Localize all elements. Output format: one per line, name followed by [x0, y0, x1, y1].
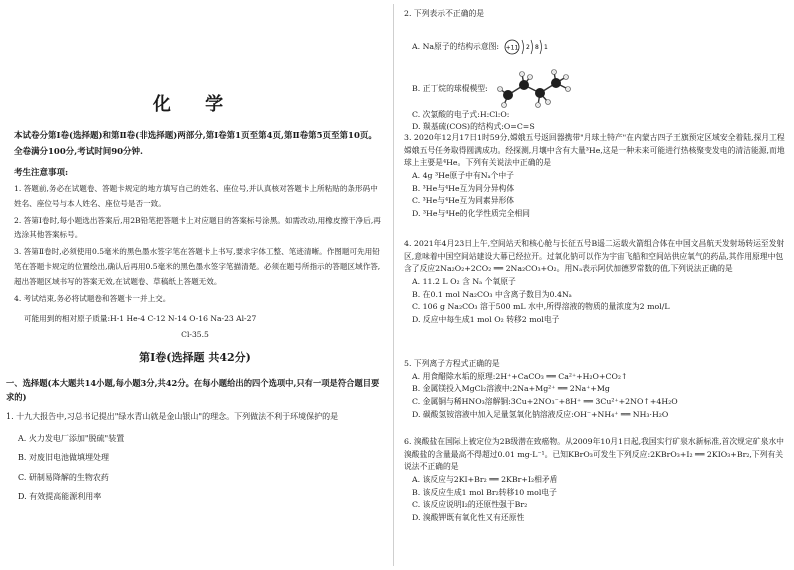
option-a: A. 11.2 L O₂ 含 Nₐ 个氧原子 [412, 276, 516, 286]
question-stem: 1. 十九大报告中,习总书记提出"绿水青山就是金山银山"的理念。下列做法不利于环境保护的是 [6, 412, 339, 421]
notice-item: 4. 考试结束,务必将试题卷和答题卡一并上交。 [14, 293, 171, 303]
shell-2: 8 [534, 43, 539, 51]
question-2 [404, 8, 786, 134]
question-stem: 6. 溴酸盐在国际上被定位为2B级潜在致癌物。从2009年10月1日起,我国实行矿泉水新标准,首次规定矿泉水中溴酸盐的含量最高不得超过0.01 mg·L⁻¹。已知KBrO₃可发生下列反应:2KBrO₃+I₂ ══ 2KIO₃+Br₂,下列有关说法不正确的是 [404, 437, 784, 472]
question-6 [404, 436, 786, 524]
shell-1: 2 [525, 43, 530, 51]
notice-item: 2. 答第Ⅰ卷时,每小题选出答案后,用2B铅笔把答题卡上对应题目的答案标号涂黑。如需改动,用橡皮擦干净后,再选涂其他答案标号。 [14, 215, 381, 240]
column-divider [393, 4, 394, 566]
option-a: A. 该反应与2KI+Br₂ ══ 2KBr+I₂相矛盾 [412, 474, 558, 484]
option-a [412, 37, 786, 57]
option-a-text: A. Na原子的结构示意图: [412, 41, 500, 51]
option-b: B. ³He与⁴He互为同分异构体 [412, 183, 515, 193]
right-page [396, 0, 794, 570]
notice-list [14, 182, 382, 308]
atomic-masses-cont: Cl-35.5 [181, 330, 209, 339]
option-c: C. 该反应说明I₂的还原性强于Br₂ [412, 500, 528, 510]
notice-item: 3. 答第Ⅱ卷时,必须使用0.5毫米的黑色墨水签字笔在答题卡上书写,要求字体工整、笔迹清晰。作图题可先用铅笔在答题卡规定的位置绘出,确认后再用0.5毫米的黑色墨水签字笔描清楚。必须在题号所指示的答题区域作答,超出答题区域书写的答案无效,在试题卷、草稿纸上答题无效。 [14, 247, 381, 286]
section-instruction: 一、选择题(本大题共14小题,每小题3分,共42分。在每小题给出的四个选项中,只有一项是符合题目要求的) [6, 378, 380, 403]
question-3 [404, 132, 786, 220]
option-c: C. 研制易降解的生物农药 [18, 472, 109, 482]
option-b: B. 对废旧电池做填埋处理 [18, 453, 109, 463]
butane-ball-stick-model-icon [494, 69, 574, 109]
shell-3: 1 [543, 43, 548, 51]
option-d: D. 碳酸氢铵溶液中加入足量氢氧化钠溶液反应:OH⁻+NH₄⁺ ══ NH₃·H₂O [412, 409, 669, 419]
notice-item: 1. 答题前,务必在试题卷、答题卡规定的地方填写自己的姓名、座位号,并认真核对答题卡上所粘贴的条形码中姓名、座位号与本人姓名、座位号是否一致。 [14, 184, 378, 208]
option-b: B. 该反应生成1 mol Br₂转移10 mol电子 [412, 487, 557, 497]
option-d: D. 羰基硫(COS)的结构式:O=C=S [412, 122, 535, 132]
option-a: A. 4g ³He原子中有Nₐ个中子 [412, 170, 514, 180]
option-d: D. 有效提高能源利用率 [18, 492, 102, 502]
question-4 [404, 238, 786, 326]
option-d: D. 溴酸钾既有氧化性又有还原性 [412, 512, 525, 522]
notice-title: 考生注意事项: [14, 168, 69, 178]
nucleus-label: +11 [505, 44, 518, 52]
question-1 [6, 410, 384, 510]
option-b-text: B. 正丁烷的球棍模型: [412, 83, 488, 93]
option-c: C. 金属铜与稀HNO₃溶解铜:3Cu+2NO₃⁻+8H⁺ ══ 3Cu²⁺+2NO↑+4H₂O [412, 396, 678, 406]
option-c: C. 次氯酸的电子式:H:Cl:O: [412, 109, 510, 119]
option-d: D. ³He与⁴He的化学性质完全相同 [412, 208, 530, 218]
option-a: A. 用食醋除水垢的原理:2H⁺+CaCO₃ ══ Ca²⁺+H₂O+CO₂↑ [412, 371, 628, 381]
option-b: B. 金属镁投入MgCl₂溶液中:2Na+Mg²⁺ ══ 2Na⁺+Mg [412, 384, 610, 394]
question-stem: 3. 2020年12月17日1时59分,嫦娥五号返回器携带"月球土特产"在内蒙古四子王旗预定区域安全着陆,探月工程嫦娥五号任务取得圆满成功。经探测,月壤中含有大量³He,这是一种未来可能进行热核聚变发电的清洁能源,而地球上主要是⁴He。下列有关说法中正确的是 [404, 133, 785, 168]
option-c: C. 106 g Na₂CO₃ 溶于500 mL 水中,所得溶液的物质的量浓度为2 mol/L [412, 302, 670, 312]
question-stem: 4. 2021年4月23日上午,空间站天和核心舱与长征五号B遥二运载火箭组合体在中国文昌航天发射场转运至发射区,意味着中国空间站建设大幕已经拉开。过氧化钠可以作为宇宙飞船和空间站供应氧气的药品,其作用原理中包含了反应2Na₂O₂+2CO₂ ══ 2Na₂CO₃+O₂。用Nₐ表示阿伏加德罗常数的值,下列说法正确的是 [404, 239, 785, 274]
sodium-atom-diagram-icon [504, 37, 550, 57]
section-title: 第Ⅰ卷(选择题 共42分) [139, 351, 251, 364]
left-page [0, 0, 390, 570]
option-c: C. ³He与⁴He互为同素异形体 [412, 196, 515, 206]
exam-title: 化 学 [152, 94, 238, 115]
option-b [412, 69, 786, 109]
option-a: A. 火力发电厂添加"脱硫"装置 [18, 433, 125, 443]
question-stem: 2. 下列表示不正确的是 [404, 9, 485, 18]
question-5 [404, 358, 786, 421]
option-d: D. 反应中每生成1 mol O₂ 转移2 mol电子 [412, 314, 560, 324]
exam-intro: 本试卷分第Ⅰ卷(选择题)和第Ⅱ卷(非选择题)两部分,第Ⅰ卷第1页至第4页,第Ⅱ卷第5页至第10页。全卷满分100分,考试时间90分钟. [14, 131, 377, 158]
question-stem: 5. 下列离子方程式正确的是 [404, 359, 500, 368]
option-b: B. 在0.1 mol Na₂CO₃ 中含离子数目为0.4Nₐ [412, 289, 572, 299]
atomic-masses: 可能用到的相对原子质量:H-1 He-4 C-12 N-14 O-16 Na-23 Al-27 [24, 314, 257, 323]
